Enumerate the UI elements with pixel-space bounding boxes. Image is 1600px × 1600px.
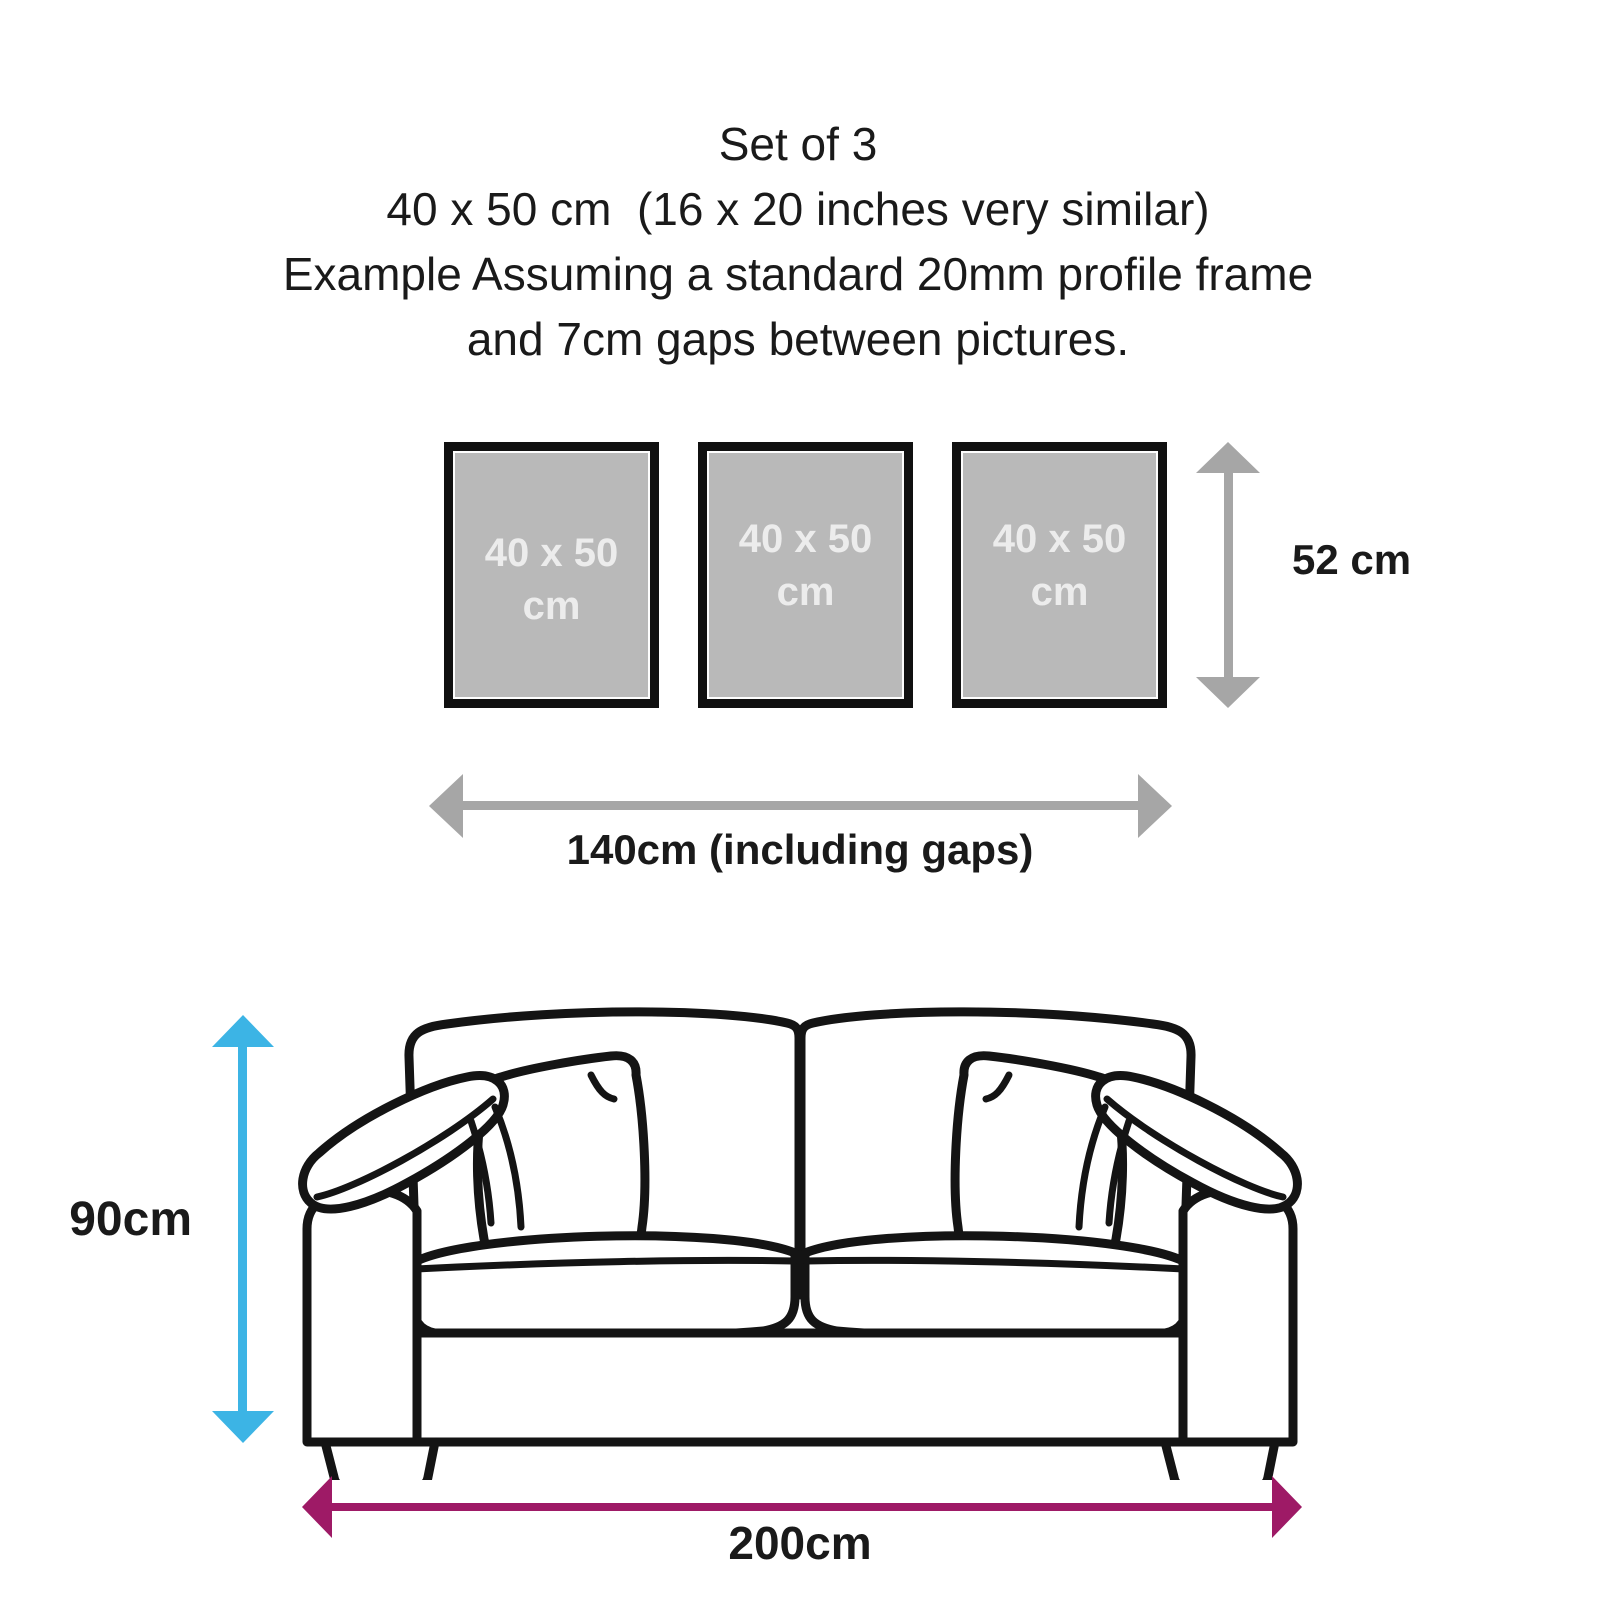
sofa-seat-cushion-right — [805, 1236, 1187, 1338]
picture-frame-2 — [698, 442, 913, 708]
picture-frame-1 — [444, 442, 659, 708]
title-line-3: Example Assuming a standard 20mm profile frame — [282, 248, 1314, 300]
sofa-foot-left — [325, 1442, 435, 1480]
arrow-shaft — [330, 1503, 1274, 1511]
picture-frame-3 — [952, 442, 1167, 708]
sofa-seat-cushion-left — [413, 1236, 795, 1338]
title-line-1: Set of 3 — [718, 118, 878, 170]
sofa-illustration — [295, 995, 1305, 1480]
frame-size-label: 40 x 50 cm — [738, 517, 873, 614]
arrow-up-head — [1196, 442, 1260, 473]
picture-row-width-label: 140cm (including gaps) — [566, 826, 1034, 873]
frame-size-label: 40 x 50 cm — [484, 531, 619, 628]
title-line-4: and 7cm gaps between pictures. — [466, 313, 1130, 365]
arrow-down-head — [212, 1411, 274, 1443]
sofa-height-label: 90cm — [69, 1193, 192, 1246]
picture-height-label: 52 cm — [1292, 536, 1412, 583]
arrow-down-head — [1196, 677, 1260, 708]
sofa-arm-right — [1183, 1190, 1293, 1442]
arrow-shaft — [238, 1044, 247, 1414]
title-block — [0, 112, 1596, 372]
arrow-left-head — [302, 1476, 332, 1538]
sofa-width-label: 200cm — [728, 1517, 872, 1569]
arrow-right-head — [1272, 1476, 1302, 1538]
sofa-arm-left — [307, 1190, 417, 1442]
arrow-shaft — [1224, 470, 1233, 680]
arrow-shaft — [460, 801, 1141, 810]
sofa-foot-right — [1165, 1442, 1275, 1480]
title-line-2: 40 x 50 cm (16 x 20 inches very similar) — [386, 183, 1210, 235]
sofa-base — [417, 1333, 1183, 1442]
frame-size-label: 40 x 50 cm — [992, 517, 1127, 614]
arrow-up-head — [212, 1015, 274, 1047]
